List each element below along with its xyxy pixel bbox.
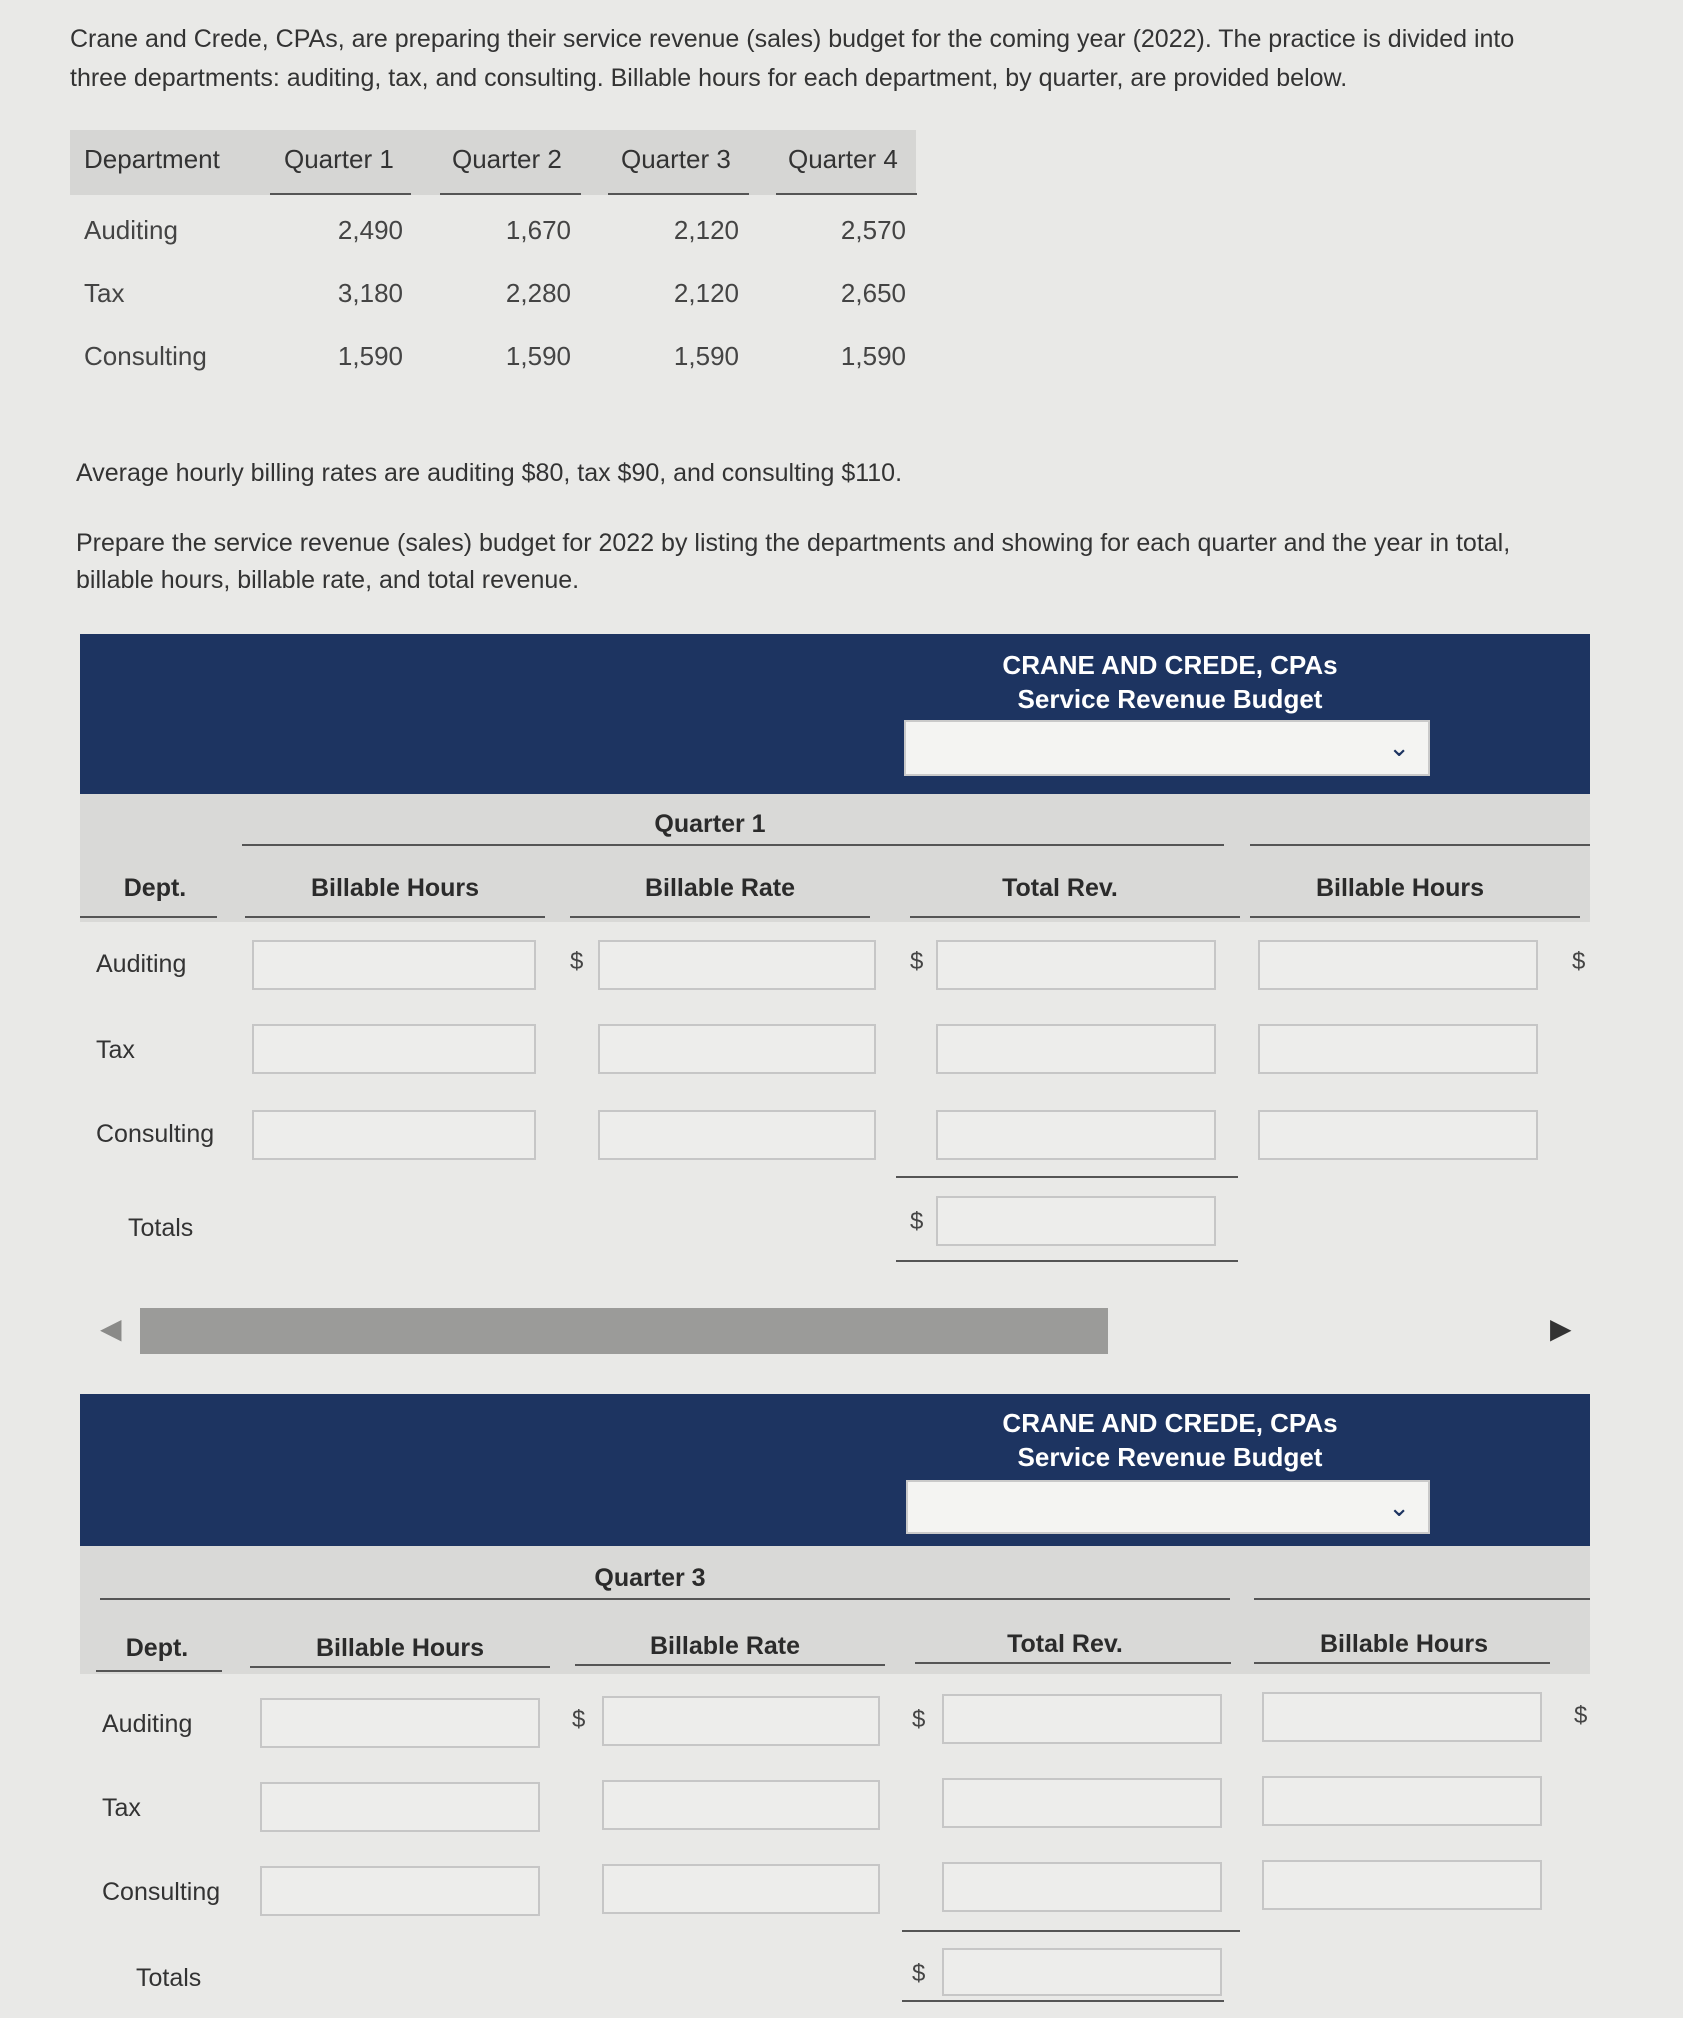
tax-hours-q4-input[interactable] [1262, 1776, 1542, 1826]
row-label-auditing: Auditing [102, 1710, 193, 1738]
totals-revenue-input[interactable] [942, 1948, 1222, 1996]
table-row [70, 258, 916, 321]
currency-symbol: $ [912, 1960, 926, 1987]
auditing-hours-input[interactable] [260, 1698, 540, 1748]
billable-hours-table [70, 130, 916, 384]
auditing-hours-q2-input[interactable] [1258, 940, 1538, 990]
totals-revenue-input[interactable] [936, 1196, 1216, 1246]
scroll-right-arrow-icon[interactable]: ▶ [1550, 1313, 1572, 1344]
row-label-consulting: Consulting [96, 1120, 215, 1148]
tax-hours-input[interactable] [252, 1024, 536, 1074]
row-dept: Consulting [84, 341, 207, 371]
cell-value: 2,120 [673, 215, 739, 245]
tax-rate-input[interactable] [602, 1780, 880, 1830]
cell-value: 1,590 [840, 341, 906, 371]
currency-symbol: $ [912, 1706, 926, 1733]
tax-total-input[interactable] [936, 1024, 1216, 1074]
table-row [70, 321, 916, 384]
cell-value: 1,590 [505, 341, 571, 371]
consulting-hours-q2-input[interactable] [1258, 1110, 1538, 1160]
cell-value: 2,570 [840, 215, 906, 245]
tax-hours-q2-input[interactable] [1258, 1024, 1538, 1074]
quarter-label: Quarter 3 [594, 1564, 706, 1592]
budget-panel-quarter-3 [80, 1394, 1590, 2018]
cell-value: 2,650 [840, 278, 906, 308]
currency-symbol: $ [572, 1706, 586, 1733]
cell-value: 3,180 [337, 278, 403, 308]
column-billable-hours: Billable Hours [315, 1634, 485, 1662]
column-billable-hours-q2: Billable Hours [1315, 874, 1485, 902]
column-billable-hours-q4: Billable Hours [1319, 1630, 1489, 1658]
company-name: CRANE AND CREDE, CPAs [1002, 1408, 1338, 1438]
period-select[interactable] [906, 1480, 1430, 1534]
column-billable-hours: Billable Hours [310, 874, 480, 902]
column-billable-rate: Billable Rate [644, 874, 796, 902]
row-label-auditing: Auditing [96, 950, 187, 978]
header-quarter-1: Quarter 1 [284, 144, 394, 174]
horizontal-scrollbar[interactable] [80, 1308, 1580, 1354]
tax-rate-input[interactable] [598, 1024, 876, 1074]
consulting-hours-input[interactable] [260, 1866, 540, 1916]
budget-title: Service Revenue Budget [1017, 684, 1323, 714]
column-billable-rate: Billable Rate [649, 1632, 801, 1660]
company-name: CRANE AND CREDE, CPAs [1002, 650, 1338, 680]
instruction-text: Prepare the service revenue (sales) budget for 2022 by listing the departments and showing for each quarter and the year in total, billable hours, billable rate, and total revenue. [76, 529, 1511, 594]
quarter-label: Quarter 1 [654, 810, 766, 838]
chevron-down-icon: ⌄ [1388, 1492, 1410, 1522]
row-label-tax: Tax [102, 1794, 141, 1822]
row-label-totals: Totals [136, 1964, 202, 1992]
row-label-tax: Tax [96, 1036, 135, 1064]
header-department: Department [84, 144, 220, 174]
column-total-revenue: Total Rev. [1002, 874, 1118, 902]
scrollbar-thumb[interactable] [140, 1308, 1108, 1354]
budget-title: Service Revenue Budget [1017, 1442, 1323, 1472]
auditing-total-input[interactable] [936, 940, 1216, 990]
period-select[interactable] [904, 720, 1430, 776]
consulting-total-input[interactable] [936, 1110, 1216, 1160]
consulting-rate-input[interactable] [598, 1110, 876, 1160]
problem-intro: Crane and Crede, CPAs, are preparing their service revenue (sales) budget for the coming year (2022). The practice is divided into three departments: auditing, tax, and consulting. Billable hours for each department, by quarter, are provided below. [70, 25, 1515, 92]
table-row [70, 195, 916, 258]
column-total-revenue: Total Rev. [1007, 1630, 1123, 1658]
header-quarter-3: Quarter 3 [621, 144, 731, 174]
auditing-hours-input[interactable] [252, 940, 536, 990]
cell-value: 2,490 [337, 215, 403, 245]
row-label-consulting: Consulting [102, 1878, 221, 1906]
consulting-rate-input[interactable] [602, 1864, 880, 1914]
cell-value: 1,670 [505, 215, 571, 245]
auditing-total-input[interactable] [942, 1694, 1222, 1744]
row-dept: Tax [84, 278, 125, 308]
billing-rates-text: Average hourly billing rates are auditing $80, tax $90, and consulting $110. [76, 459, 903, 487]
auditing-rate-input[interactable] [602, 1696, 880, 1746]
cell-value: 1,590 [673, 341, 739, 371]
currency-symbol: $ [1572, 948, 1586, 975]
header-quarter-4: Quarter 4 [788, 144, 898, 174]
auditing-hours-q4-input[interactable] [1262, 1692, 1542, 1742]
currency-symbol: $ [910, 1208, 924, 1235]
auditing-rate-input[interactable] [598, 940, 876, 990]
cell-value: 2,280 [505, 278, 571, 308]
consulting-hours-q4-input[interactable] [1262, 1860, 1542, 1910]
table-header-row [70, 130, 916, 195]
budget-panel-quarter-1 [80, 634, 1590, 1274]
column-dept: Dept. [123, 874, 187, 902]
currency-symbol: $ [1574, 1702, 1588, 1729]
cell-value: 1,590 [337, 341, 403, 371]
column-dept: Dept. [125, 1634, 189, 1662]
tax-total-input[interactable] [942, 1778, 1222, 1828]
scroll-left-arrow-icon[interactable]: ◀ [100, 1313, 122, 1344]
cell-value: 2,120 [673, 278, 739, 308]
currency-symbol: $ [570, 948, 584, 975]
chevron-down-icon: ⌄ [1388, 732, 1410, 762]
currency-symbol: $ [910, 948, 924, 975]
row-label-totals: Totals [128, 1214, 194, 1242]
header-quarter-2: Quarter 2 [452, 144, 562, 174]
tax-hours-input[interactable] [260, 1782, 540, 1832]
consulting-hours-input[interactable] [252, 1110, 536, 1160]
consulting-total-input[interactable] [942, 1862, 1222, 1912]
row-dept: Auditing [84, 215, 178, 245]
